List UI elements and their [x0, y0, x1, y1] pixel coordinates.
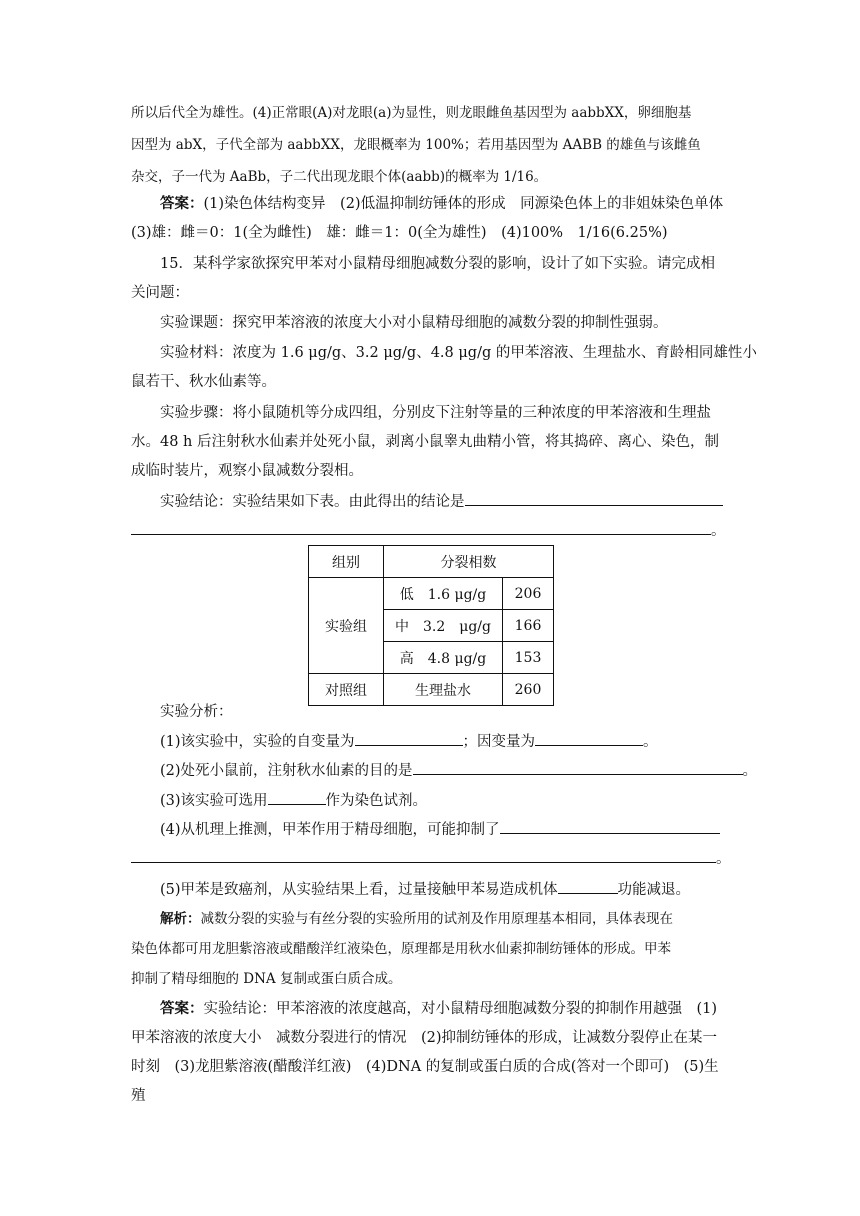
answer-blank[interactable] [355, 731, 463, 746]
explanation-line: 染色体都可用龙胆紫溶液或醋酸洋红液染色，原理都是用秋水仙素抑制纺锤体的形成。甲苯 [131, 941, 671, 957]
analysis-text: (5)甲苯是致癌剂，从实验结果上看，过量接触甲苯易造成机体 [160, 882, 558, 898]
steps-line: 成临时装片，观察小鼠减数分裂相。 [131, 463, 363, 479]
group-cell: 实验组 [309, 578, 384, 674]
analysis-text: (4)从机理上推测，甲苯作用于精母细胞，可能抑制了 [160, 822, 500, 838]
count-cell: 153 [503, 642, 554, 674]
conclusion-text: 实验结论：实验结果如下表。由此得出的结论是 [160, 494, 465, 510]
answer-line [160, 999, 717, 1019]
question-line: 关问题： [131, 285, 189, 301]
period: 。 [711, 523, 726, 539]
answer-blank[interactable] [465, 491, 723, 506]
results-table [308, 545, 554, 706]
analysis-line [160, 731, 658, 752]
answer-text: 实验结论：甲苯溶液的浓度越高，对小鼠精母细胞减数分裂的抑制作用越强 (1) [203, 1001, 718, 1017]
analysis-text: 作为染色试剂。 [325, 793, 428, 809]
analysis-line [160, 879, 690, 900]
answer-blank[interactable] [413, 760, 743, 775]
explanation-text: 减数分裂的实验与有丝分裂的实验所用的试剂及作用原理基本相同，具体表现在 [200, 911, 673, 927]
answer-blank[interactable] [131, 520, 711, 535]
analysis-heading: 实验分析： [160, 704, 233, 720]
explanation-label: 解析： [160, 911, 201, 927]
analysis-text: 功能减退。 [617, 882, 691, 898]
answer-blank[interactable] [558, 879, 618, 894]
answer-blank[interactable] [131, 848, 716, 863]
steps-line: 水。48 h 后注射秋水仙素并处死小鼠，剥离小鼠睾丸曲精小管，将其捣碎、离心、染色，制 [131, 434, 720, 450]
answer-text: (1)染色体结构变异 (2)低温抑制纺锤体的形成 同源染色体上的非姐妹染色单体 [203, 196, 724, 212]
answer-blank[interactable] [535, 731, 643, 746]
conclusion-line [131, 520, 726, 541]
analysis-text: ；因变量为 [462, 734, 536, 750]
answer-label: 答案： [160, 195, 204, 212]
table-row [309, 578, 554, 610]
text-line: 所以后代全为雄性。(4)正常眼(A)对龙眼(a)为显性，则龙眼雌鱼基因型为 aabbXX，卵细胞基 [131, 105, 692, 121]
answer-blank[interactable] [500, 819, 720, 834]
answer-line [160, 194, 723, 214]
count-cell: 260 [503, 674, 554, 706]
table-row [309, 674, 554, 706]
answer-line: 殖 [131, 1088, 146, 1104]
analysis-text: (3)该实验可选用 [160, 793, 268, 809]
question-line: 15．某科学家欲探究甲苯对小鼠精母细胞减数分裂的影响，设计了如下实验。请完成相 [160, 256, 715, 272]
answer-line: (3)雄：雌＝0：1(全为雌性) 雄：雌＝1：0(全为雄性) (4)100% 1/16(6.25%) [131, 225, 668, 241]
concentration-cell: 中 3.2 μg/g [384, 610, 503, 642]
answer-label: 答案： [160, 1000, 204, 1017]
steps-line: 实验步骤：将小鼠随机等分成四组，分别皮下注射等量的三种浓度的甲苯溶液和生理盐 [160, 405, 711, 421]
conclusion-line [160, 491, 723, 512]
analysis-line [131, 848, 731, 869]
materials-line: 鼠若干、秋水仙素等。 [131, 374, 276, 390]
text-line: 因型为 abX，子代全部为 aabbXX，龙眼概率为 100%；若用基因型为 AABB 的雄鱼与该雌鱼 [131, 137, 701, 153]
text-line: 杂交，子一代为 AaBb，子二代出现龙眼个体(aabb)的概率为 1/16。 [131, 169, 548, 185]
group-cell: 对照组 [309, 674, 384, 706]
analysis-line [160, 790, 427, 811]
analysis-text: 。 [742, 763, 758, 779]
concentration-cell: 生理盐水 [384, 674, 503, 706]
table-header: 分裂相数 [384, 546, 554, 578]
explanation-line [160, 909, 673, 929]
concentration-cell: 高 4.8 μg/g [384, 642, 503, 674]
analysis-line [160, 819, 720, 840]
analysis-text: 。 [716, 851, 731, 867]
concentration-cell: 低 1.6 μg/g [384, 578, 503, 610]
analysis-text: 。 [643, 734, 658, 750]
analysis-text: (1)该实验中，实验的自变量为 [160, 734, 355, 750]
answer-blank[interactable] [268, 790, 326, 805]
materials-line: 实验材料：浓度为 1.6 μg/g、3.2 μg/g、4.8 μg/g 的甲苯溶液、生理盐水、育龄相同雄性小 [160, 345, 757, 361]
count-cell: 206 [503, 578, 554, 610]
count-cell: 166 [503, 610, 554, 642]
analysis-text: (2)处死小鼠前，注射秋水仙素的目的是 [160, 763, 413, 779]
table-row [309, 546, 554, 578]
analysis-line [160, 760, 757, 781]
answer-line: 时刻 (3)龙胆紫溶液(醋酸洋红液) (4)DNA 的复制或蛋白质的合成(答对一个即可) (5)生 [131, 1059, 719, 1075]
table-header: 组别 [309, 546, 384, 578]
explanation-line: 抑制了精母细胞的 DNA 复制或蛋白质合成。 [131, 971, 402, 987]
topic-line: 实验课题：探究甲苯溶液的浓度大小对小鼠精母细胞的减数分裂的抑制性强弱。 [160, 315, 668, 331]
answer-line: 甲苯溶液的浓度大小 减数分裂进行的情况 (2)抑制纺锤体的形成，让减数分裂停止在某一 [131, 1030, 718, 1046]
